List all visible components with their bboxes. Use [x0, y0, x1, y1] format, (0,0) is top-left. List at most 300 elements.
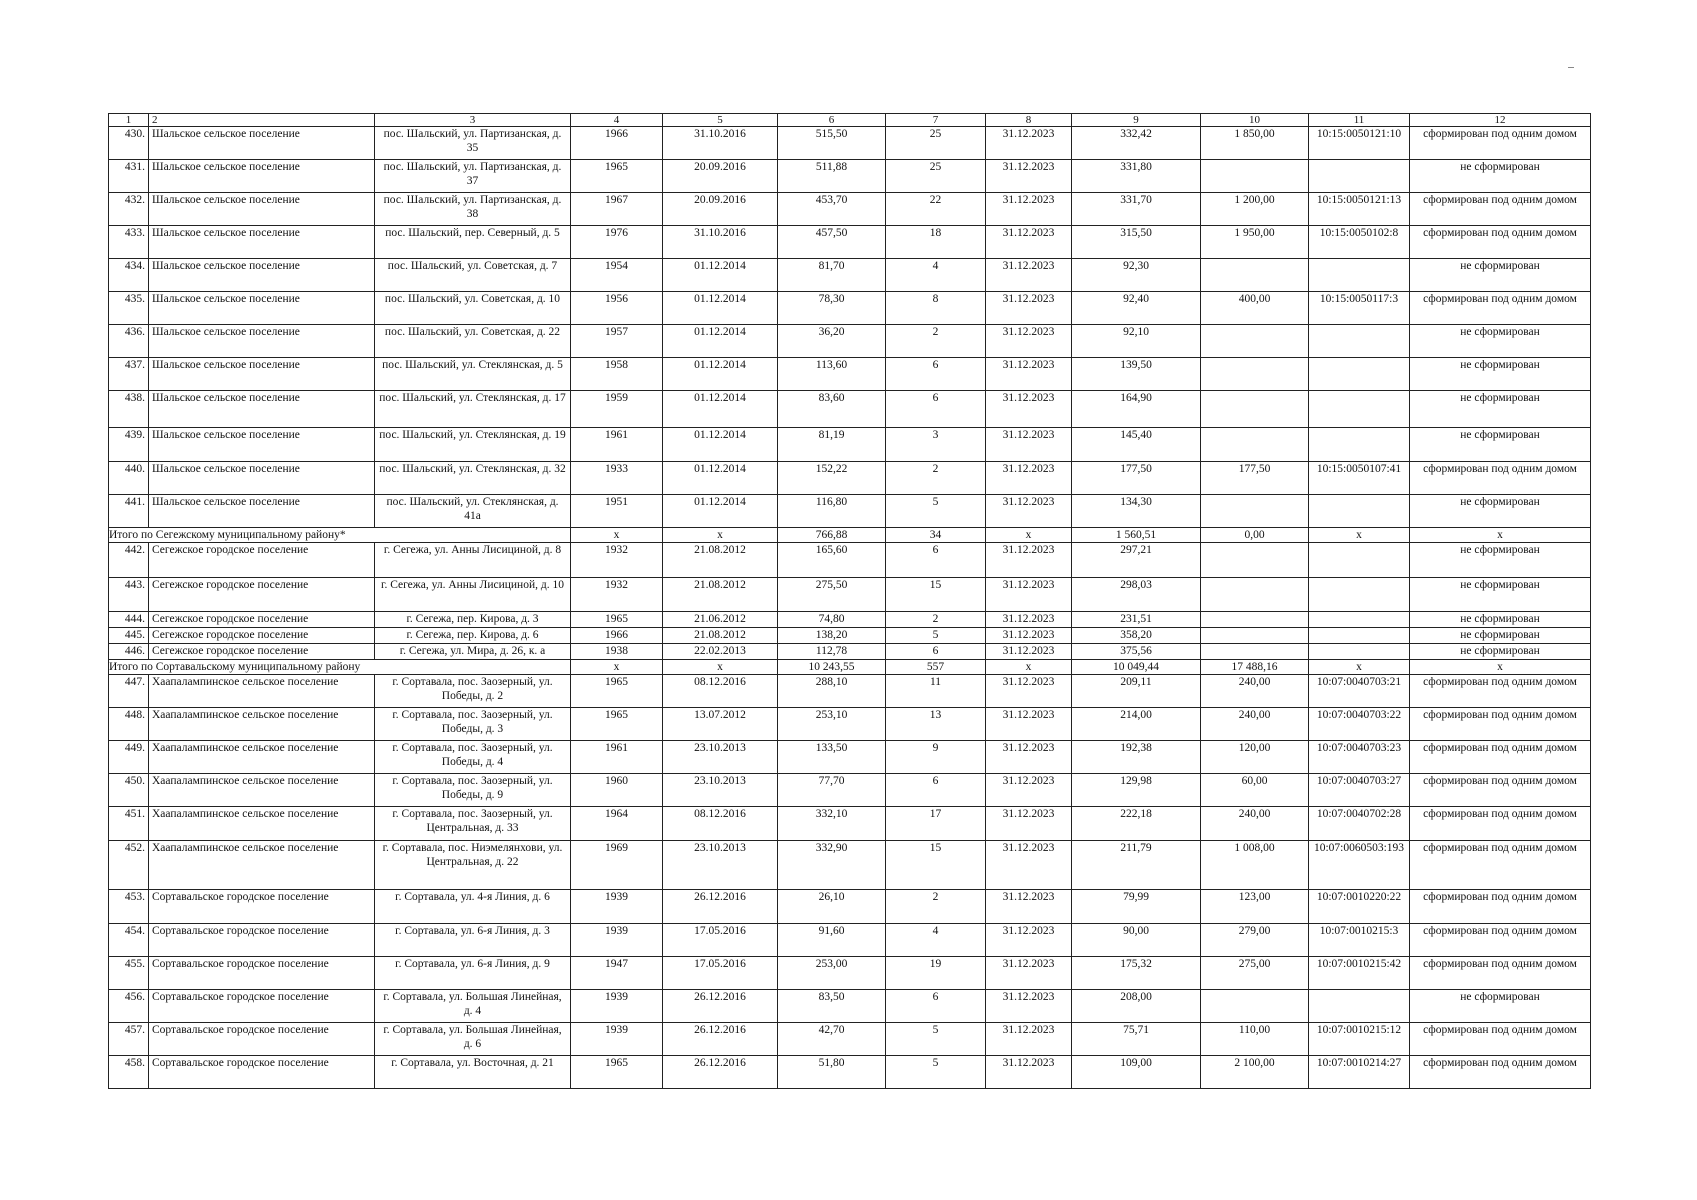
- area: 116,80: [778, 495, 886, 528]
- address: г. Сегежа, ул. Мира, д. 26, к. а: [375, 644, 571, 660]
- residents-count: 8: [886, 292, 986, 325]
- plot-status: сформирован под одним домом: [1410, 1056, 1591, 1089]
- cadastral-number: 10:07:0010215:42: [1309, 957, 1410, 990]
- column-number-row: [109, 114, 1591, 127]
- area: 83,60: [778, 391, 886, 428]
- table-row: [109, 644, 1591, 660]
- relocation-date: 31.12.2023: [986, 708, 1072, 741]
- cadastral-number: 10:07:0040703:21: [1309, 675, 1410, 708]
- land-area: 222,18: [1072, 807, 1201, 841]
- cadastral-number: [1309, 259, 1410, 292]
- address: г. Сортавала, пос. Заозерный, ул. Победы, д. 4: [375, 741, 571, 774]
- table-row: [109, 675, 1591, 708]
- address: пос. Шальский, ул. Стеклянская, д. 32: [375, 462, 571, 495]
- residents-count: 4: [886, 924, 986, 957]
- cadastral-number: 10:07:0010214:27: [1309, 1056, 1410, 1089]
- year-built: 1957: [571, 325, 663, 358]
- relocation-date: 31.12.2023: [986, 628, 1072, 644]
- plot-area: 60,00: [1201, 774, 1309, 807]
- recognition-date: 01.12.2014: [663, 358, 778, 391]
- year-built: 1960: [571, 774, 663, 807]
- total-residents-count: 557: [886, 660, 986, 675]
- relocation-date: 31.12.2023: [986, 391, 1072, 428]
- recognition-date: 20.09.2016: [663, 193, 778, 226]
- settlement-name: Шальское сельское поселение: [149, 462, 375, 495]
- area: 83,50: [778, 990, 886, 1023]
- year-built: 1939: [571, 990, 663, 1023]
- table-row: [109, 495, 1591, 528]
- cadastral-number: [1309, 612, 1410, 628]
- land-area: 164,90: [1072, 391, 1201, 428]
- relocation-date: 31.12.2023: [986, 990, 1072, 1023]
- column-number: 8: [986, 114, 1072, 127]
- address: пос. Шальский, пер. Северный, д. 5: [375, 226, 571, 259]
- table-row: [109, 226, 1591, 259]
- total-area: 766,88: [778, 528, 886, 543]
- recognition-date: 17.05.2016: [663, 924, 778, 957]
- cadastral-number: [1309, 543, 1410, 578]
- residents-count: 2: [886, 462, 986, 495]
- column-number: 12: [1410, 114, 1591, 127]
- land-area: 192,38: [1072, 741, 1201, 774]
- address: г. Сортавала, ул. 6-я Линия, д. 3: [375, 924, 571, 957]
- district-total-row: [109, 660, 1591, 675]
- total-area: 10 243,55: [778, 660, 886, 675]
- relocation-date: 31.12.2023: [986, 644, 1072, 660]
- row-number: 437.: [109, 358, 149, 391]
- plot-status: сформирован под одним домом: [1410, 807, 1591, 841]
- table-row: [109, 462, 1591, 495]
- recognition-date: 31.10.2016: [663, 127, 778, 160]
- total-cadastral-number: x: [1309, 660, 1410, 675]
- plot-status: не сформирован: [1410, 543, 1591, 578]
- row-number: 442.: [109, 543, 149, 578]
- plot-status: сформирован под одним домом: [1410, 193, 1591, 226]
- year-built: 1966: [571, 628, 663, 644]
- land-area: 92,30: [1072, 259, 1201, 292]
- recognition-date: 17.05.2016: [663, 957, 778, 990]
- area: 138,20: [778, 628, 886, 644]
- plot-area: [1201, 495, 1309, 528]
- column-number: 11: [1309, 114, 1410, 127]
- plot-area: 400,00: [1201, 292, 1309, 325]
- address: г. Сортавала, пос. Ниэмелянхови, ул. Центральная, д. 22: [375, 841, 571, 890]
- row-number: 451.: [109, 807, 149, 841]
- area: 78,30: [778, 292, 886, 325]
- year-built: 1966: [571, 127, 663, 160]
- area: 51,80: [778, 1056, 886, 1089]
- settlement-name: Шальское сельское поселение: [149, 226, 375, 259]
- row-number: 446.: [109, 644, 149, 660]
- residents-count: 5: [886, 495, 986, 528]
- land-area: 298,03: [1072, 578, 1201, 612]
- total-residents-count: 34: [886, 528, 986, 543]
- land-area: 139,50: [1072, 358, 1201, 391]
- table-row: [109, 924, 1591, 957]
- cadastral-number: 10:15:0050117:3: [1309, 292, 1410, 325]
- area: 332,10: [778, 807, 886, 841]
- settlement-name: Сортавальское городское поселение: [149, 890, 375, 924]
- recognition-date: 08.12.2016: [663, 675, 778, 708]
- relocation-date: 31.12.2023: [986, 774, 1072, 807]
- relocation-date: 31.12.2023: [986, 807, 1072, 841]
- area: 165,60: [778, 543, 886, 578]
- housing-registry-table: [108, 113, 1591, 1089]
- plot-area: [1201, 543, 1309, 578]
- cadastral-number: [1309, 578, 1410, 612]
- relocation-date: 31.12.2023: [986, 259, 1072, 292]
- plot-status: не сформирован: [1410, 325, 1591, 358]
- table-row: [109, 292, 1591, 325]
- row-number: 458.: [109, 1056, 149, 1089]
- cadastral-number: [1309, 358, 1410, 391]
- year-built: 1932: [571, 578, 663, 612]
- area: 457,50: [778, 226, 886, 259]
- table-row: [109, 628, 1591, 644]
- cadastral-number: [1309, 325, 1410, 358]
- relocation-date: 31.12.2023: [986, 193, 1072, 226]
- settlement-name: Шальское сельское поселение: [149, 160, 375, 193]
- plot-status: сформирован под одним домом: [1410, 890, 1591, 924]
- plot-status: не сформирован: [1410, 391, 1591, 428]
- row-number: 457.: [109, 1023, 149, 1056]
- plot-area: 279,00: [1201, 924, 1309, 957]
- district-total-row: [109, 528, 1591, 543]
- land-area: 297,21: [1072, 543, 1201, 578]
- year-built: 1939: [571, 890, 663, 924]
- address: г. Сегежа, ул. Анны Лисициной, д. 10: [375, 578, 571, 612]
- total-plot-status: x: [1410, 660, 1591, 675]
- land-area: 332,42: [1072, 127, 1201, 160]
- table-row: [109, 741, 1591, 774]
- plot-status: сформирован под одним домом: [1410, 1023, 1591, 1056]
- recognition-date: 26.12.2016: [663, 890, 778, 924]
- relocation-date: 31.12.2023: [986, 543, 1072, 578]
- address: г. Сортавала, пос. Заозерный, ул. Победы, д. 3: [375, 708, 571, 741]
- row-number: 440.: [109, 462, 149, 495]
- residents-count: 6: [886, 543, 986, 578]
- row-number: 455.: [109, 957, 149, 990]
- plot-area: 2 100,00: [1201, 1056, 1309, 1089]
- table-row: [109, 1056, 1591, 1089]
- residents-count: 5: [886, 1023, 986, 1056]
- cadastral-number: 10:07:0040703:22: [1309, 708, 1410, 741]
- year-built: 1961: [571, 428, 663, 462]
- plot-status: сформирован под одним домом: [1410, 675, 1591, 708]
- recognition-date: 01.12.2014: [663, 391, 778, 428]
- residents-count: 22: [886, 193, 986, 226]
- table-row: [109, 259, 1591, 292]
- row-number: 432.: [109, 193, 149, 226]
- address: г. Сортавала, пос. Заозерный, ул. Центральная, д. 33: [375, 807, 571, 841]
- area: 81,19: [778, 428, 886, 462]
- year-built: 1938: [571, 644, 663, 660]
- residents-count: 9: [886, 741, 986, 774]
- plot-area: 1 200,00: [1201, 193, 1309, 226]
- table-row: [109, 957, 1591, 990]
- settlement-name: Сортавальское городское поселение: [149, 957, 375, 990]
- land-area: 134,30: [1072, 495, 1201, 528]
- recognition-date: 21.06.2012: [663, 612, 778, 628]
- row-number: 436.: [109, 325, 149, 358]
- table-row: [109, 160, 1591, 193]
- address: г. Сортавала, пос. Заозерный, ул. Победы, д. 2: [375, 675, 571, 708]
- relocation-date: 31.12.2023: [986, 160, 1072, 193]
- residents-count: 17: [886, 807, 986, 841]
- plot-area: 1 850,00: [1201, 127, 1309, 160]
- address: г. Сортавала, ул. Большая Линейная, д. 6: [375, 1023, 571, 1056]
- recognition-date: 01.12.2014: [663, 495, 778, 528]
- year-built: 1969: [571, 841, 663, 890]
- settlement-name: Шальское сельское поселение: [149, 391, 375, 428]
- plot-status: сформирован под одним домом: [1410, 741, 1591, 774]
- address: г. Сортавала, ул. Восточная, д. 21: [375, 1056, 571, 1089]
- address: пос. Шальский, ул. Советская, д. 22: [375, 325, 571, 358]
- settlement-name: Сортавальское городское поселение: [149, 990, 375, 1023]
- year-built: 1933: [571, 462, 663, 495]
- scan-mark: [1568, 67, 1574, 68]
- cadastral-number: [1309, 391, 1410, 428]
- row-number: 439.: [109, 428, 149, 462]
- address: пос. Шальский, ул. Стеклянская, д. 41а: [375, 495, 571, 528]
- recognition-date: 26.12.2016: [663, 1023, 778, 1056]
- plot-status: не сформирован: [1410, 495, 1591, 528]
- year-built: 1959: [571, 391, 663, 428]
- plot-status: не сформирован: [1410, 358, 1591, 391]
- relocation-date: 31.12.2023: [986, 325, 1072, 358]
- year-built: 1976: [571, 226, 663, 259]
- plot-status: не сформирован: [1410, 160, 1591, 193]
- cadastral-number: 10:07:0010215:3: [1309, 924, 1410, 957]
- relocation-date: 31.12.2023: [986, 957, 1072, 990]
- plot-status: не сформирован: [1410, 578, 1591, 612]
- recognition-date: 26.12.2016: [663, 1056, 778, 1089]
- cadastral-number: [1309, 428, 1410, 462]
- row-number: 431.: [109, 160, 149, 193]
- settlement-name: Хаапалампинское сельское поселение: [149, 841, 375, 890]
- plot-status: сформирован под одним домом: [1410, 226, 1591, 259]
- year-built: 1965: [571, 160, 663, 193]
- area: 36,20: [778, 325, 886, 358]
- year-built: 1964: [571, 807, 663, 841]
- settlement-name: Сегежское городское поселение: [149, 612, 375, 628]
- column-number: 2: [149, 114, 375, 127]
- plot-area: 1 950,00: [1201, 226, 1309, 259]
- row-number: 444.: [109, 612, 149, 628]
- plot-status: не сформирован: [1410, 628, 1591, 644]
- year-built: 1939: [571, 1023, 663, 1056]
- plot-area: [1201, 358, 1309, 391]
- settlement-name: Шальское сельское поселение: [149, 292, 375, 325]
- year-built: 1956: [571, 292, 663, 325]
- relocation-date: 31.12.2023: [986, 428, 1072, 462]
- land-area: 331,80: [1072, 160, 1201, 193]
- total-relocation-date: x: [986, 528, 1072, 543]
- area: 515,50: [778, 127, 886, 160]
- relocation-date: 31.12.2023: [986, 358, 1072, 391]
- plot-status: сформирован под одним домом: [1410, 774, 1591, 807]
- plot-area: [1201, 990, 1309, 1023]
- settlement-name: Хаапалампинское сельское поселение: [149, 675, 375, 708]
- recognition-date: 23.10.2013: [663, 774, 778, 807]
- year-built: 1967: [571, 193, 663, 226]
- land-area: 75,71: [1072, 1023, 1201, 1056]
- land-area: 92,10: [1072, 325, 1201, 358]
- relocation-date: 31.12.2023: [986, 578, 1072, 612]
- residents-count: 25: [886, 160, 986, 193]
- cadastral-number: [1309, 644, 1410, 660]
- table-row: [109, 127, 1591, 160]
- row-number: 435.: [109, 292, 149, 325]
- recognition-date: 13.07.2012: [663, 708, 778, 741]
- area: 275,50: [778, 578, 886, 612]
- plot-area: [1201, 644, 1309, 660]
- settlement-name: Сортавальское городское поселение: [149, 1023, 375, 1056]
- residents-count: 11: [886, 675, 986, 708]
- recognition-date: 01.12.2014: [663, 259, 778, 292]
- residents-count: 5: [886, 628, 986, 644]
- address: пос. Шальский, ул. Советская, д. 7: [375, 259, 571, 292]
- table-row: [109, 358, 1591, 391]
- plot-status: сформирован под одним домом: [1410, 292, 1591, 325]
- recognition-date: 01.12.2014: [663, 428, 778, 462]
- plot-status: не сформирован: [1410, 644, 1591, 660]
- area: 113,60: [778, 358, 886, 391]
- plot-area: [1201, 259, 1309, 292]
- table-row: [109, 193, 1591, 226]
- plot-status: не сформирован: [1410, 612, 1591, 628]
- plot-area: [1201, 391, 1309, 428]
- residents-count: 18: [886, 226, 986, 259]
- area: 152,22: [778, 462, 886, 495]
- residents-count: 6: [886, 391, 986, 428]
- area: 253,10: [778, 708, 886, 741]
- total-year-built: x: [571, 528, 663, 543]
- total-plot-area: 17 488,16: [1201, 660, 1309, 675]
- relocation-date: 31.12.2023: [986, 127, 1072, 160]
- relocation-date: 31.12.2023: [986, 495, 1072, 528]
- settlement-name: Сегежское городское поселение: [149, 543, 375, 578]
- land-area: 375,56: [1072, 644, 1201, 660]
- residents-count: 25: [886, 127, 986, 160]
- land-area: 208,00: [1072, 990, 1201, 1023]
- plot-status: сформирован под одним домом: [1410, 462, 1591, 495]
- cadastral-number: 10:15:0050102:8: [1309, 226, 1410, 259]
- plot-status: сформирован под одним домом: [1410, 924, 1591, 957]
- settlement-name: Хаапалампинское сельское поселение: [149, 807, 375, 841]
- recognition-date: 22.02.2013: [663, 644, 778, 660]
- address: г. Сортавала, пос. Заозерный, ул. Победы, д. 9: [375, 774, 571, 807]
- plot-area: 1 008,00: [1201, 841, 1309, 890]
- row-number: 430.: [109, 127, 149, 160]
- address: пос. Шальский, ул. Стеклянская, д. 19: [375, 428, 571, 462]
- land-area: 177,50: [1072, 462, 1201, 495]
- area: 91,60: [778, 924, 886, 957]
- column-number: 6: [778, 114, 886, 127]
- address: пос. Шальский, ул. Стеклянская, д. 5: [375, 358, 571, 391]
- cadastral-number: [1309, 160, 1410, 193]
- settlement-name: Шальское сельское поселение: [149, 325, 375, 358]
- plot-area: 240,00: [1201, 708, 1309, 741]
- land-area: 175,32: [1072, 957, 1201, 990]
- land-area: 231,51: [1072, 612, 1201, 628]
- plot-status: сформирован под одним домом: [1410, 708, 1591, 741]
- residents-count: 19: [886, 957, 986, 990]
- recognition-date: 23.10.2013: [663, 741, 778, 774]
- plot-area: [1201, 612, 1309, 628]
- relocation-date: 31.12.2023: [986, 1023, 1072, 1056]
- settlement-name: Хаапалампинское сельское поселение: [149, 741, 375, 774]
- residents-count: 4: [886, 259, 986, 292]
- row-number: 438.: [109, 391, 149, 428]
- settlement-name: Шальское сельское поселение: [149, 127, 375, 160]
- district-total-caption: Итого по Сегежскому муниципальному району*: [109, 528, 571, 543]
- settlement-name: Шальское сельское поселение: [149, 358, 375, 391]
- relocation-date: 31.12.2023: [986, 612, 1072, 628]
- address: г. Сортавала, ул. 6-я Линия, д. 9: [375, 957, 571, 990]
- land-area: 109,00: [1072, 1056, 1201, 1089]
- plot-status: не сформирован: [1410, 990, 1591, 1023]
- area: 453,70: [778, 193, 886, 226]
- relocation-date: 31.12.2023: [986, 890, 1072, 924]
- settlement-name: Шальское сельское поселение: [149, 495, 375, 528]
- residents-count: 6: [886, 990, 986, 1023]
- address: пос. Шальский, ул. Советская, д. 10: [375, 292, 571, 325]
- table-row: [109, 841, 1591, 890]
- relocation-date: 31.12.2023: [986, 675, 1072, 708]
- residents-count: 13: [886, 708, 986, 741]
- area: 511,88: [778, 160, 886, 193]
- total-land-area: 1 560,51: [1072, 528, 1201, 543]
- relocation-date: 31.12.2023: [986, 924, 1072, 957]
- recognition-date: 08.12.2016: [663, 807, 778, 841]
- land-area: 92,40: [1072, 292, 1201, 325]
- table-row: [109, 807, 1591, 841]
- plot-area: 177,50: [1201, 462, 1309, 495]
- address: пос. Шальский, ул. Партизанская, д. 38: [375, 193, 571, 226]
- cadastral-number: 10:15:0050121:10: [1309, 127, 1410, 160]
- total-recognition-date: x: [663, 660, 778, 675]
- table-row: [109, 325, 1591, 358]
- recognition-date: 21.08.2012: [663, 543, 778, 578]
- recognition-date: 26.12.2016: [663, 990, 778, 1023]
- row-number: 456.: [109, 990, 149, 1023]
- recognition-date: 23.10.2013: [663, 841, 778, 890]
- recognition-date: 21.08.2012: [663, 578, 778, 612]
- address: г. Сегежа, пер. Кирова, д. 3: [375, 612, 571, 628]
- residents-count: 15: [886, 841, 986, 890]
- recognition-date: 01.12.2014: [663, 325, 778, 358]
- row-number: 449.: [109, 741, 149, 774]
- table-row: [109, 890, 1591, 924]
- year-built: 1947: [571, 957, 663, 990]
- year-built: 1932: [571, 543, 663, 578]
- year-built: 1939: [571, 924, 663, 957]
- row-number: 441.: [109, 495, 149, 528]
- plot-status: сформирован под одним домом: [1410, 127, 1591, 160]
- row-number: 433.: [109, 226, 149, 259]
- row-number: 448.: [109, 708, 149, 741]
- column-number: 5: [663, 114, 778, 127]
- year-built: 1954: [571, 259, 663, 292]
- plot-area: 240,00: [1201, 807, 1309, 841]
- relocation-date: 31.12.2023: [986, 741, 1072, 774]
- row-number: 445.: [109, 628, 149, 644]
- plot-area: 275,00: [1201, 957, 1309, 990]
- settlement-name: Сегежское городское поселение: [149, 578, 375, 612]
- area: 81,70: [778, 259, 886, 292]
- plot-area: [1201, 428, 1309, 462]
